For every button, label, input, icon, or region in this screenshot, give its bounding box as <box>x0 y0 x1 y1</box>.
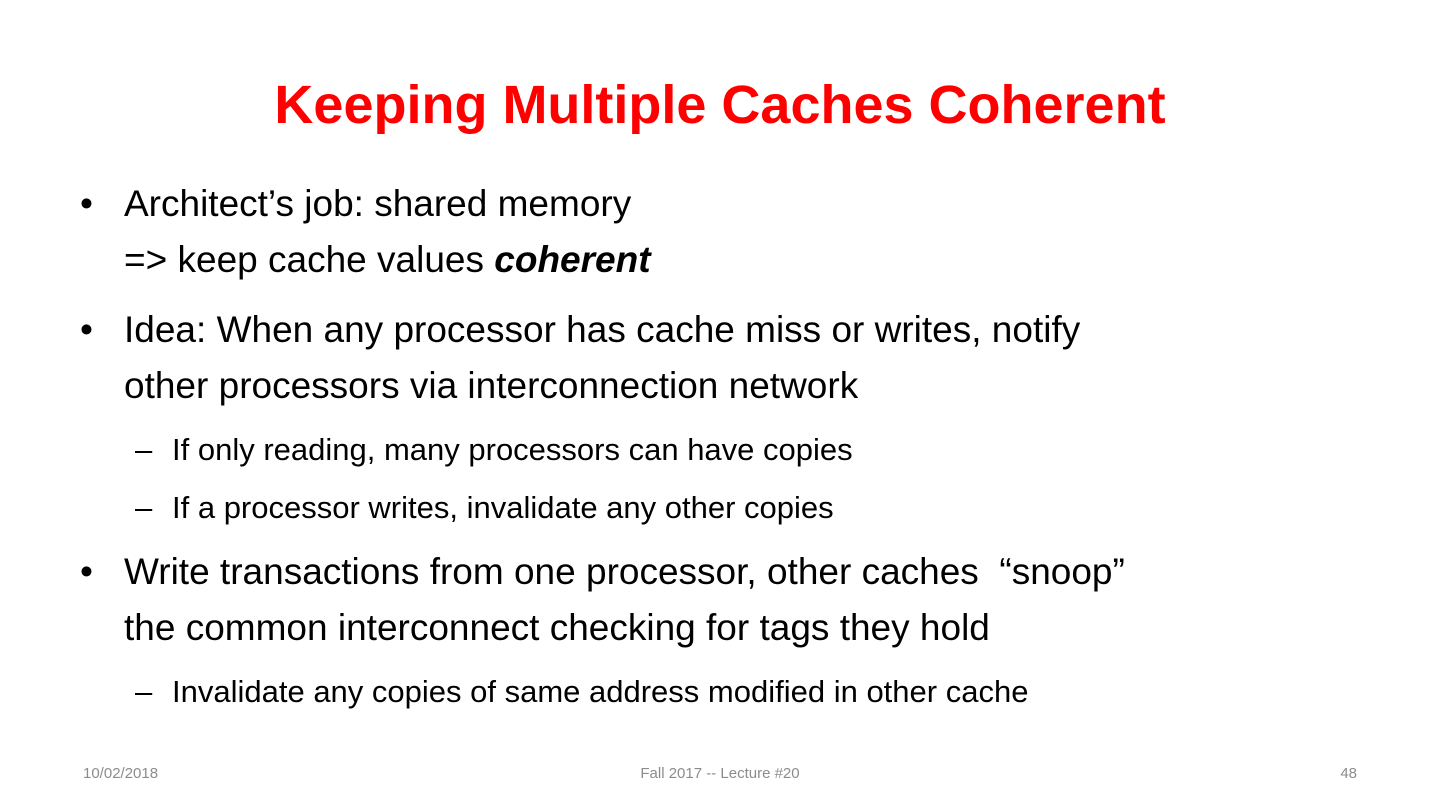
bullet-2 <box>80 302 1380 414</box>
bullet-3-line-1: Write transactions from one processor, other caches “snoop” <box>124 551 1125 592</box>
dash-icon: – <box>135 490 153 525</box>
sub-bullet-2-2 <box>80 486 1380 530</box>
bullet-dot-icon: • <box>80 309 93 350</box>
slide-body <box>80 176 1380 728</box>
slide-title: Keeping Multiple Caches Coherent <box>274 75 1166 135</box>
dash-icon: – <box>135 674 153 709</box>
bullet-3-line-2: the common interconnect checking for tags they hold <box>124 607 990 648</box>
sub-bullet-2-1 <box>80 428 1380 472</box>
bullet-1-line-2-text: => keep cache values <box>124 239 495 280</box>
bullet-1-line-2 <box>124 232 1380 288</box>
bullet-3 <box>80 544 1380 656</box>
bullet-2-line-2: other processors via interconnection network <box>124 365 859 406</box>
dash-icon: – <box>135 432 153 467</box>
footer-page-number: 48 <box>1340 765 1357 782</box>
bullet-1-line-1: Architect’s job: shared memory <box>124 183 632 224</box>
sub-bullet-text: If a processor writes, invalidate any other copies <box>172 490 834 525</box>
footer-date: 10/02/2018 <box>83 765 159 782</box>
bullet-1 <box>80 176 1380 288</box>
footer-lecture: Fall 2017 -- Lecture #20 <box>640 765 800 782</box>
bullet-1-emphasis: coherent <box>494 239 651 280</box>
sub-bullet-text: If only reading, many processors can have copies <box>172 432 853 467</box>
bullet-dot-icon: • <box>80 551 93 592</box>
bullet-dot-icon: • <box>80 183 93 224</box>
sub-bullet-3-1 <box>80 670 1380 714</box>
sub-bullet-text: Invalidate any copies of same address modified in other cache <box>172 674 1029 709</box>
bullet-2-line-1: Idea: When any processor has cache miss or writes, notify <box>124 309 1081 350</box>
